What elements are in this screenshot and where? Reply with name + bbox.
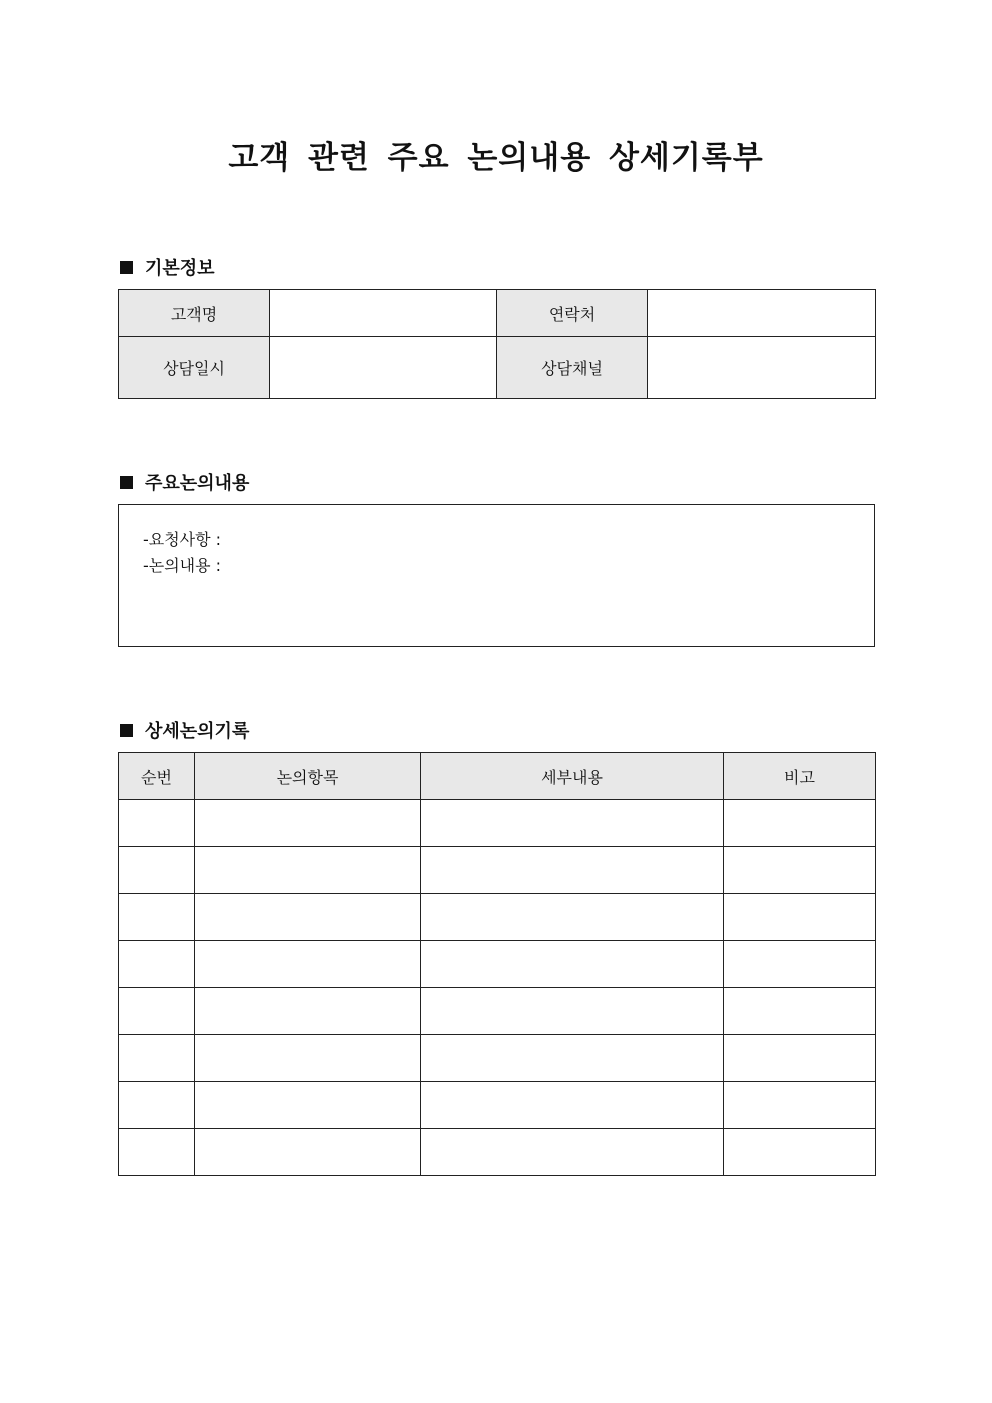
square-bullet-icon: [120, 724, 133, 737]
column-header-details: 세부내용: [421, 753, 724, 800]
customer-name-field[interactable]: [270, 290, 497, 337]
table-row: [119, 1129, 876, 1176]
item-cell[interactable]: [195, 800, 421, 847]
item-cell[interactable]: [195, 988, 421, 1035]
number-cell[interactable]: [119, 800, 195, 847]
customer-name-label: 고객명: [119, 290, 270, 337]
contact-field[interactable]: [648, 290, 876, 337]
number-cell[interactable]: [119, 988, 195, 1035]
discussion-line: -논의내용 :: [143, 556, 222, 575]
table-row: [119, 1035, 876, 1082]
remarks-cell[interactable]: [724, 894, 876, 941]
item-cell[interactable]: [195, 1082, 421, 1129]
summary-box[interactable]: [118, 504, 875, 647]
section-title-summary: 주요논의내용: [145, 473, 250, 494]
document-title: 고객 관련 주요 논의내용 상세기록부: [228, 140, 764, 176]
item-cell[interactable]: [195, 1129, 421, 1176]
details-cell[interactable]: [421, 941, 724, 988]
section-heading-summary: [120, 469, 249, 495]
consult-channel-field[interactable]: [648, 337, 876, 399]
square-bullet-icon: [120, 476, 133, 489]
number-cell[interactable]: [119, 847, 195, 894]
remarks-cell[interactable]: [724, 800, 876, 847]
number-cell[interactable]: [119, 1035, 195, 1082]
details-cell[interactable]: [421, 1035, 724, 1082]
table-row: [119, 1082, 876, 1129]
details-cell[interactable]: [421, 988, 724, 1035]
section-heading-detail: [120, 717, 249, 743]
number-cell[interactable]: [119, 1082, 195, 1129]
column-header-remarks: 비고: [724, 753, 876, 800]
section-heading-basic: [120, 254, 215, 280]
section-title-detail: 상세논의기록: [145, 721, 250, 742]
detail-record-table: [118, 752, 876, 1176]
number-cell[interactable]: [119, 894, 195, 941]
remarks-cell[interactable]: [724, 1129, 876, 1176]
table-header-row: [119, 753, 876, 800]
remarks-cell[interactable]: [724, 941, 876, 988]
item-cell[interactable]: [195, 894, 421, 941]
number-cell[interactable]: [119, 941, 195, 988]
item-cell[interactable]: [195, 847, 421, 894]
table-row: [119, 337, 876, 399]
details-cell[interactable]: [421, 1082, 724, 1129]
square-bullet-icon: [120, 261, 133, 274]
details-cell[interactable]: [421, 800, 724, 847]
table-row: [119, 847, 876, 894]
details-cell[interactable]: [421, 847, 724, 894]
table-row: [119, 290, 876, 337]
remarks-cell[interactable]: [724, 988, 876, 1035]
consult-datetime-field[interactable]: [270, 337, 497, 399]
remarks-cell[interactable]: [724, 847, 876, 894]
detail-table-body: [119, 800, 876, 1176]
request-line: -요청사항 :: [143, 530, 222, 549]
contact-label: 연락처: [497, 290, 648, 337]
remarks-cell[interactable]: [724, 1082, 876, 1129]
consult-datetime-label: 상담일시: [119, 337, 270, 399]
details-cell[interactable]: [421, 894, 724, 941]
remarks-cell[interactable]: [724, 1035, 876, 1082]
section-title-basic: 기본정보: [145, 258, 215, 279]
basic-info-table: [118, 289, 876, 399]
table-row: [119, 800, 876, 847]
table-row: [119, 988, 876, 1035]
table-row: [119, 894, 876, 941]
item-cell[interactable]: [195, 1035, 421, 1082]
number-cell[interactable]: [119, 1129, 195, 1176]
item-cell[interactable]: [195, 941, 421, 988]
table-row: [119, 941, 876, 988]
consult-channel-label: 상담채널: [497, 337, 648, 399]
column-header-number: 순번: [119, 753, 195, 800]
column-header-item: 논의항목: [195, 753, 421, 800]
details-cell[interactable]: [421, 1129, 724, 1176]
